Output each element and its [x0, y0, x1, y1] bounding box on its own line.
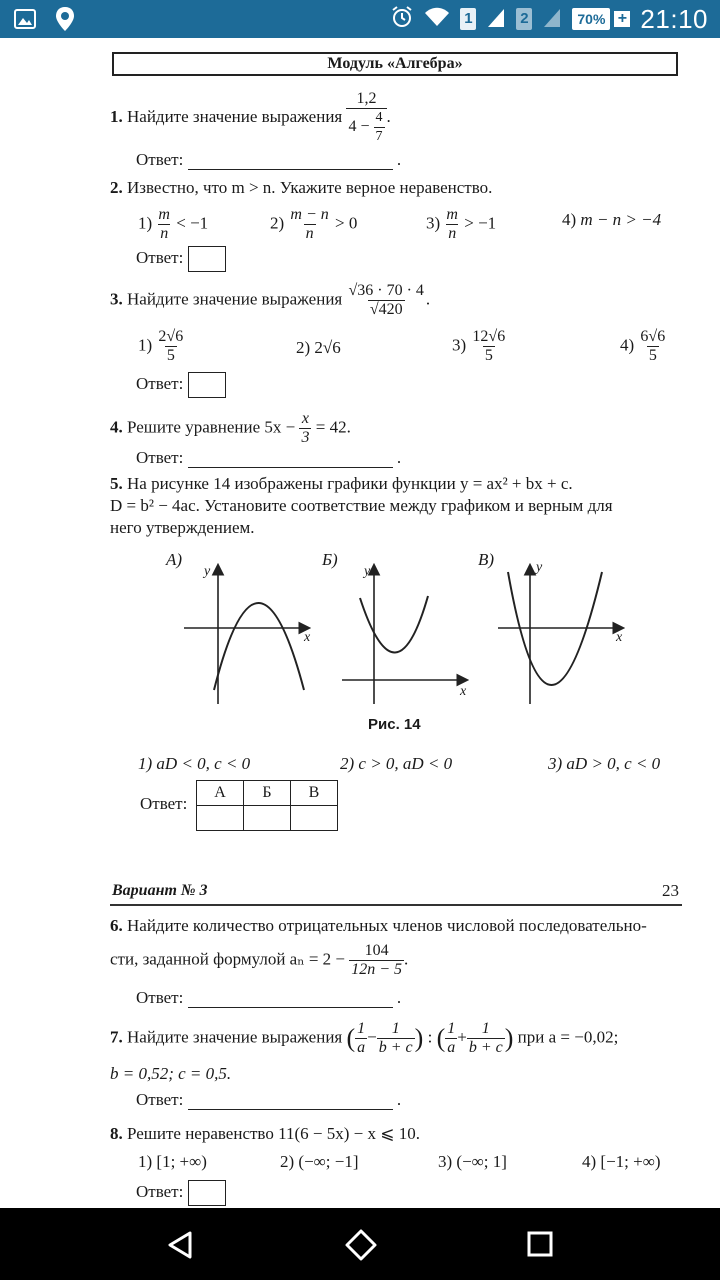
fraction-denominator: b + c — [378, 1039, 413, 1056]
question-5-line3: него утверждением. — [110, 518, 255, 537]
open-paren: ( — [346, 1023, 356, 1053]
question-number: 4. — [110, 417, 123, 437]
sim2-indicator: 2 — [516, 8, 532, 30]
question-3: 3. Найдите значение выражения $\frac{√36 \cdot 70 \cdot 4}{√420}$ . — [110, 282, 431, 318]
alarm-clock-icon — [390, 5, 414, 34]
image-notification-icon — [14, 8, 36, 35]
question-6-line1 — [110, 916, 647, 936]
question-number: 8. — [110, 1124, 123, 1143]
fraction-denominator — [346, 108, 386, 146]
q7-answer-field[interactable] — [188, 1095, 393, 1110]
answer-label: Ответ: — [136, 150, 184, 169]
q8-option-1: 1) [1; +∞) — [138, 1152, 207, 1171]
option-tail: < −1 — [176, 213, 209, 233]
back-icon[interactable] — [166, 1230, 196, 1260]
fraction-numerator: 6√6 — [640, 328, 666, 345]
answer-label: Ответ: — [136, 1090, 184, 1109]
q4-answer-row: Ответ: . — [136, 448, 402, 467]
answer-cell-a[interactable] — [197, 806, 244, 831]
q8-option-3: 3) (−∞; 1] — [438, 1152, 507, 1171]
question-text: Найдите количество отрицательных членов числовой последовательно- — [127, 916, 647, 935]
q8-option-2: 2) (−∞; −1] — [280, 1152, 359, 1171]
close-paren: ) — [504, 1023, 514, 1053]
q5-option-1: 1) aD < 0, c < 0 — [138, 754, 251, 773]
q3-option-1 — [138, 328, 185, 365]
page-divider — [110, 904, 682, 906]
fraction-denominator: 12n − 5 — [351, 961, 403, 978]
question-2 — [110, 178, 492, 198]
option-fraction — [156, 328, 185, 365]
answer-label: Ответ: — [136, 448, 184, 467]
q4-fraction — [299, 410, 311, 447]
fraction-denominator: 7 — [375, 129, 383, 144]
clock: 21:10 — [640, 3, 708, 34]
option-label: 3) — [452, 335, 467, 355]
fraction-numerator: 12√6 — [472, 328, 506, 345]
question-5-line2: D = b² − 4ac. Установите соответствие между графиком и верным для — [110, 496, 613, 515]
signal-strength-icon — [486, 6, 506, 33]
answer-label: Ответ: — [136, 373, 184, 393]
question-tail: = 42. — [315, 417, 351, 437]
nested-fraction — [374, 109, 385, 146]
fraction-numerator: 1 — [481, 1020, 490, 1037]
graph-c-y-label: y — [536, 560, 543, 575]
option-label: 4) — [620, 335, 635, 355]
fraction-numerator: 1 — [447, 1020, 456, 1037]
question-tail: при a = −0,02; — [517, 1027, 619, 1047]
table-header: А — [197, 781, 244, 806]
question-text: Найдите значение выражения — [127, 106, 343, 126]
question-text: Решите уравнение 5x − — [127, 417, 296, 437]
answer-cell-b[interactable] — [244, 806, 291, 831]
option-tail: > −1 — [464, 213, 497, 233]
wifi-icon — [424, 6, 450, 33]
graph-b-y-label: y — [364, 564, 371, 579]
q3-option-3 — [452, 328, 507, 365]
option-fraction — [444, 206, 460, 243]
fraction-denominator: √420 — [369, 301, 403, 318]
table-header: В — [291, 781, 338, 806]
graph-b-x-label: x — [460, 684, 467, 699]
fraction-denominator: 5 — [484, 347, 493, 364]
fraction-1-over-bc — [467, 1020, 505, 1057]
fraction-denominator: b + c — [468, 1039, 503, 1056]
fraction-numerator: x — [301, 410, 310, 427]
option-label: 4) — [562, 210, 577, 229]
q2-option-2 — [270, 206, 357, 243]
q1-fraction — [346, 90, 386, 146]
fraction-numerator: 1 — [357, 1020, 366, 1037]
fraction-denominator: n — [305, 225, 314, 242]
question-text: сти, заданной формулой aₙ = 2 − — [110, 949, 345, 969]
open-paren: ( — [436, 1023, 446, 1053]
q1-answer-field[interactable] — [188, 155, 393, 170]
recent-apps-icon[interactable] — [526, 1230, 554, 1258]
option-label: 1) — [138, 213, 153, 233]
signal-strength-icon-2 — [542, 6, 562, 33]
question-number: 3. — [110, 289, 123, 309]
q2-option-3 — [426, 206, 496, 243]
status-bar — [0, 0, 720, 38]
figure-caption: Рис. 14 — [368, 716, 421, 733]
q3-answer-box[interactable] — [188, 372, 226, 398]
option-text: 2√6 — [314, 338, 341, 357]
option-fraction — [156, 206, 172, 243]
option-fraction — [288, 206, 330, 243]
fraction-numerator: 1,2 — [356, 90, 377, 107]
graph-c — [494, 558, 634, 708]
fraction-1-over-a — [445, 1020, 457, 1057]
graph-b-label: Б) — [322, 550, 338, 569]
fraction-denominator: n — [160, 225, 169, 242]
navigation-bar — [0, 1208, 720, 1280]
q3-option-4 — [620, 328, 667, 365]
fraction-denominator: 5 — [648, 347, 657, 364]
document-page — [0, 38, 720, 1208]
option-label: 2) — [296, 338, 311, 357]
fraction-numerator: 1 — [391, 1020, 400, 1037]
fraction-denominator: 3 — [301, 429, 310, 446]
q2-answer-box[interactable] — [188, 246, 226, 272]
question-text: Решите неравенство 11(6 − 5x) − x ⩽ 10. — [127, 1124, 420, 1143]
q5-answer-table — [196, 780, 338, 831]
fraction-numerator: 2√6 — [158, 328, 184, 345]
question-7-line1: 7. Найдите значение выражения ( $\frac{1}{a}$ − $\frac{1}{b + c}$ ) : ( $\frac{1}{a}$ + $\frac{1}{b + c}$ ) при a = −0,02; — [110, 1020, 619, 1056]
q8-answer-box[interactable] — [188, 1180, 226, 1206]
q3-option-2 — [296, 338, 341, 358]
q1-answer-row: Ответ: . — [136, 150, 402, 169]
fraction-numerator: 104 — [364, 942, 389, 959]
q5-option-3: 3) aD > 0, c < 0 — [548, 754, 661, 773]
charging-icon: + — [614, 11, 630, 27]
question-number: 2. — [110, 178, 123, 197]
question-text: На рисунке 14 изображены графики функции y = ax² + bx + c. — [127, 474, 573, 493]
battery-indicator: 70% — [572, 8, 610, 30]
graph-a-x-label: x — [304, 630, 311, 645]
q6-answer-row: Ответ: . — [136, 988, 402, 1007]
graph-c-x-label: x — [616, 630, 623, 645]
fraction-numerator: √36 · 70 · 4 — [348, 282, 424, 299]
table-header: Б — [244, 781, 291, 806]
fraction-numerator: m − n — [290, 206, 329, 223]
fraction-numerator: m — [158, 206, 170, 223]
option-fraction — [470, 328, 507, 365]
q6-fraction — [349, 942, 404, 979]
option-label: 3) — [426, 213, 441, 233]
question-7-line2: b = 0,52; c = 0,5. — [110, 1064, 232, 1083]
fraction-denominator: a — [357, 1039, 366, 1056]
graph-a-y-label: y — [204, 564, 211, 579]
fraction-numerator: m — [446, 206, 458, 223]
q2-option-4 — [562, 210, 661, 230]
page-number: 23 — [662, 881, 679, 900]
q4-answer-field[interactable] — [188, 453, 393, 468]
answer-label: Ответ: — [136, 988, 184, 1007]
q3-fraction — [346, 282, 425, 319]
q3-answer-row — [136, 372, 226, 398]
graph-c-label: В) — [478, 550, 495, 569]
sim1-indicator: 1 — [460, 8, 476, 30]
fraction-1-over-bc — [377, 1020, 415, 1057]
answer-label: Ответ: — [136, 247, 184, 267]
location-pin-icon — [54, 6, 76, 37]
fraction-1-over-a — [355, 1020, 367, 1057]
question-text: Найдите значение выражения — [127, 289, 343, 309]
fraction-denominator: a — [447, 1039, 456, 1056]
question-4 — [110, 410, 351, 447]
q2-answer-row — [136, 246, 226, 272]
question-number: 7. — [110, 1027, 123, 1047]
question-5-line1 — [110, 474, 573, 494]
q2-option-1 — [138, 206, 208, 243]
answer-label: Ответ: — [136, 1181, 184, 1201]
module-title: Модуль «Алгебра» — [112, 52, 678, 76]
fraction-numerator: 4 — [375, 110, 383, 125]
question-number: 5. — [110, 474, 123, 493]
division-sign: : — [427, 1027, 433, 1047]
q7-answer-row: Ответ: . — [136, 1090, 402, 1109]
option-label: 1) — [138, 335, 153, 355]
option-tail: > 0 — [335, 213, 358, 233]
answer-label: Ответ: — [140, 794, 188, 813]
question-1: 1. Найдите значение выражения 1,2 4 − $\frac{4}{7}$ . — [110, 90, 391, 144]
answer-cell-c[interactable] — [291, 806, 338, 831]
question-number: 6. — [110, 916, 123, 935]
graph-a-label: А) — [166, 550, 183, 569]
fraction-denominator: n — [448, 225, 457, 242]
option-text: m − n > −4 — [580, 210, 662, 229]
q8-answer-row — [136, 1180, 226, 1206]
q6-answer-field[interactable] — [188, 993, 393, 1008]
graph-b — [338, 558, 478, 708]
question-text: Известно, что m > n. Укажите верное неравенство. — [127, 178, 493, 197]
question-text: Найдите значение выражения — [127, 1027, 343, 1047]
home-icon[interactable] — [344, 1228, 378, 1262]
q5-option-2: 2) c > 0, aD < 0 — [340, 754, 453, 773]
fraction-denominator: 5 — [166, 347, 175, 364]
graph-a — [180, 558, 320, 708]
q8-option-4: 4) [−1; +∞) — [582, 1152, 661, 1171]
variant-label: Вариант № 3 — [112, 882, 208, 899]
option-label: 2) — [270, 213, 285, 233]
denominator-prefix: 4 − — [348, 118, 370, 136]
question-number: 1. — [110, 106, 123, 126]
question-8 — [110, 1124, 420, 1144]
option-fraction — [638, 328, 667, 365]
question-6-line2: сти, заданной формулой aₙ = 2 − $\frac{104}{12n - 5}$ . — [110, 942, 409, 978]
close-paren: ) — [414, 1023, 424, 1053]
